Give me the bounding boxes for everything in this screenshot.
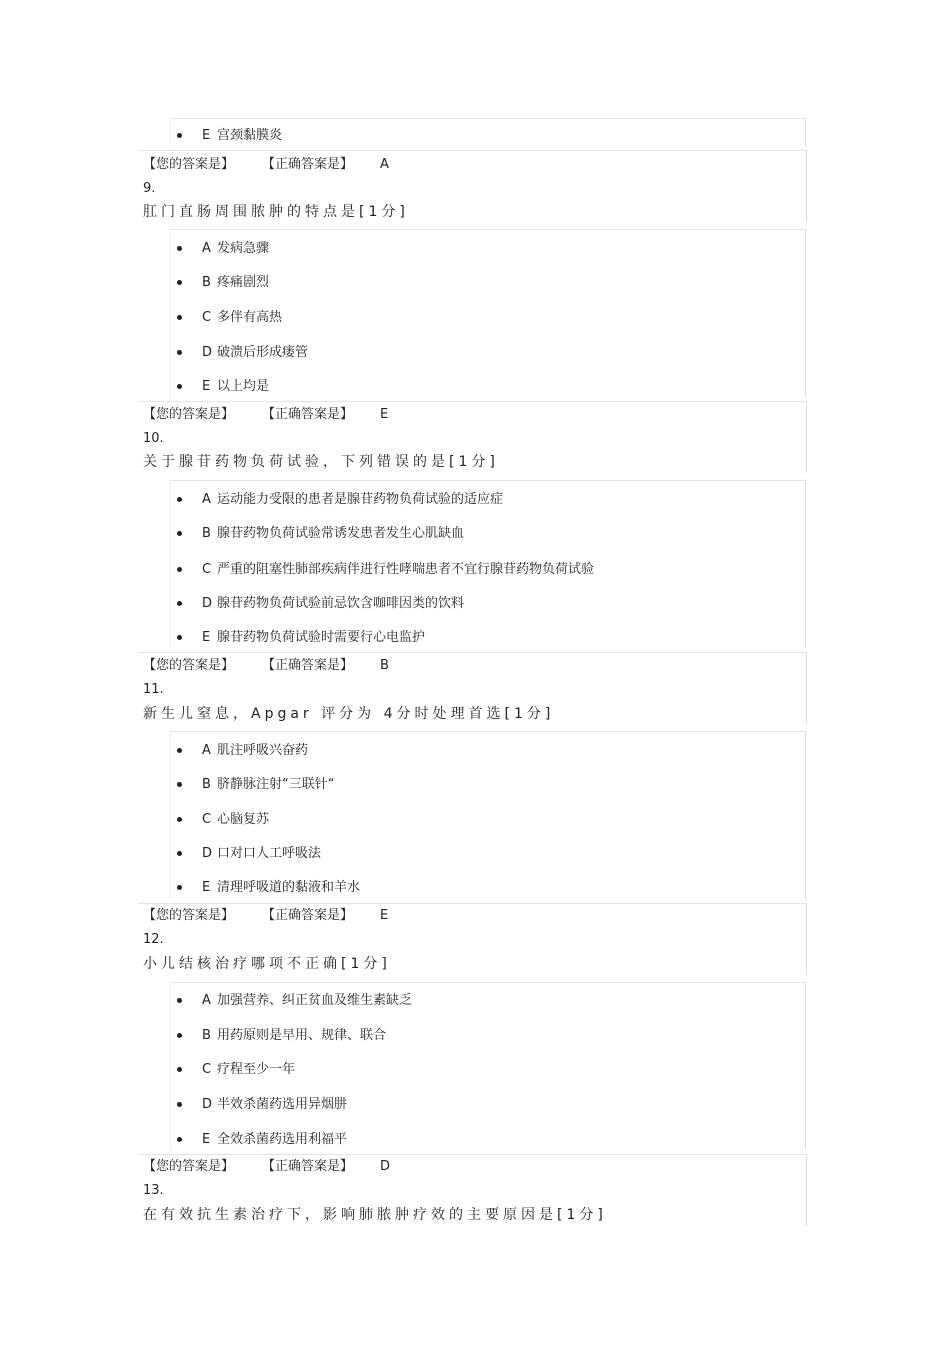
- question-number: 11.: [143, 682, 164, 697]
- option-letter: E: [202, 630, 211, 645]
- option-letter: E: [202, 880, 211, 895]
- option-letter: D: [202, 596, 213, 611]
- bullet-icon: [177, 635, 182, 640]
- question-header-q9: [138, 150, 807, 222]
- option-letter: C: [202, 562, 212, 577]
- correct-answer-value: D: [380, 1159, 391, 1174]
- question-text: 肛门直肠周围脓肿的特点是[1分]: [143, 204, 409, 220]
- bullet-icon: [177, 817, 182, 822]
- option-text: 全效杀菌药选用利福平: [217, 1132, 348, 1147]
- option-text: 腺苷药物负荷试验前忌饮含咖啡因类的饮料: [217, 596, 465, 611]
- option-letter: A: [202, 241, 211, 256]
- option-text: 运动能力受限的患者是腺苷药物负荷试验的适应症: [217, 492, 504, 507]
- options-panel-q11: [170, 731, 806, 899]
- option-letter: B: [202, 275, 211, 290]
- correct-answer-label: 【正确答案是】: [262, 1159, 354, 1174]
- bullet-icon: [177, 384, 182, 389]
- option-text: 腺苷药物负荷试验常诱发患者发生心肌缺血: [217, 526, 465, 541]
- option-text: 腺苷药物负荷试验时需要行心电监护: [217, 630, 426, 645]
- option-text: 口对口人工呼吸法: [217, 846, 322, 861]
- option-text: 心脑复苏: [217, 812, 270, 827]
- bullet-icon: [177, 280, 182, 285]
- correct-answer-value: E: [380, 407, 389, 422]
- your-answer-label: 【您的答案是】: [143, 908, 235, 923]
- option-text: 肌注呼吸兴奋药: [217, 743, 309, 758]
- option-text: 以上均是: [217, 379, 270, 394]
- option-letter: E: [202, 1132, 211, 1147]
- option-text: 多伴有高热: [217, 310, 283, 325]
- options-panel-q12: [170, 982, 806, 1150]
- question-text: 关于腺苷药物负荷试验，下列错误的是[1分]: [143, 454, 499, 470]
- option-letter: A: [202, 993, 211, 1008]
- question-text: 小儿结核治疗哪项不正确[1分]: [143, 956, 391, 972]
- option-letter: B: [202, 1028, 211, 1043]
- option-text: 疼痛剧烈: [217, 275, 270, 290]
- bullet-icon: [177, 246, 182, 251]
- option-text: 用药原则是早用、规律、联合: [217, 1028, 387, 1043]
- option-text: 清理呼吸道的黏液和羊水: [217, 880, 361, 895]
- bullet-icon: [177, 748, 182, 753]
- option-letter: E: [202, 128, 211, 143]
- question-number: 13.: [143, 1183, 164, 1198]
- options-panel-q9: [170, 229, 806, 397]
- option-letter: E: [202, 379, 211, 394]
- question-number: 10.: [143, 431, 164, 446]
- bullet-icon: [177, 531, 182, 536]
- bullet-icon: [177, 1067, 182, 1072]
- bullet-icon: [177, 1033, 182, 1038]
- option-text: 严重的阻塞性肺部疾病伴进行性哮喘患者不宜行腺苷药物负荷试验: [217, 562, 595, 577]
- option-text: 疗程至少一年: [217, 1062, 296, 1077]
- bullet-icon: [177, 998, 182, 1003]
- question-header-q12: [138, 903, 807, 975]
- option-text: 破溃后形成瘘管: [217, 345, 309, 360]
- correct-answer-label: 【正确答案是】: [262, 407, 354, 422]
- your-answer-label: 【您的答案是】: [143, 157, 235, 172]
- bullet-icon: [177, 1137, 182, 1142]
- question-number: 9.: [143, 181, 156, 196]
- option-letter: C: [202, 812, 212, 827]
- bullet-icon: [177, 601, 182, 606]
- option-letter: C: [202, 1062, 212, 1077]
- options-panel-q8: [170, 118, 806, 146]
- option-text: 加强营养、纠正贫血及维生素缺乏: [217, 993, 413, 1008]
- bullet-icon: [177, 885, 182, 890]
- option-text: 脐静脉注射“三联针“: [217, 777, 335, 792]
- bullet-icon: [177, 133, 182, 138]
- option-letter: B: [202, 777, 211, 792]
- option-text: 宫颈黏膜炎: [217, 128, 283, 143]
- option-text: 发病急骤: [217, 241, 270, 256]
- option-letter: C: [202, 310, 212, 325]
- your-answer-label: 【您的答案是】: [143, 1159, 235, 1174]
- option-letter: D: [202, 846, 213, 861]
- question-number: 12.: [143, 932, 164, 947]
- bullet-icon: [177, 1102, 182, 1107]
- bullet-icon: [177, 782, 182, 787]
- option-letter: B: [202, 526, 211, 541]
- bullet-icon: [177, 315, 182, 320]
- option-letter: A: [202, 743, 211, 758]
- option-letter: A: [202, 492, 211, 507]
- correct-answer-label: 【正确答案是】: [262, 908, 354, 923]
- correct-answer-label: 【正确答案是】: [262, 658, 354, 673]
- question-text: 在有效抗生素治疗下，影响肺脓肿疗效的主要原因是[1分]: [143, 1207, 607, 1223]
- correct-answer-label: 【正确答案是】: [262, 157, 354, 172]
- question-text: 新生儿窒息，Apgar 评分为 4分时处理首选[1分]: [143, 706, 555, 722]
- correct-answer-value: B: [380, 658, 389, 673]
- option-text: 半效杀菌药选用异烟肼: [217, 1097, 348, 1112]
- your-answer-label: 【您的答案是】: [143, 407, 235, 422]
- correct-answer-value: E: [380, 908, 389, 923]
- question-header-q13: [138, 1154, 807, 1226]
- options-panel-q10: [170, 480, 806, 648]
- option-letter: D: [202, 1097, 213, 1112]
- bullet-icon: [177, 350, 182, 355]
- bullet-icon: [177, 851, 182, 856]
- bullet-icon: [177, 497, 182, 502]
- option-letter: D: [202, 345, 213, 360]
- your-answer-label: 【您的答案是】: [143, 658, 235, 673]
- question-header-q10: [138, 401, 807, 473]
- correct-answer-value: A: [380, 157, 389, 172]
- question-header-q11: [138, 652, 807, 724]
- bullet-icon: [177, 567, 182, 572]
